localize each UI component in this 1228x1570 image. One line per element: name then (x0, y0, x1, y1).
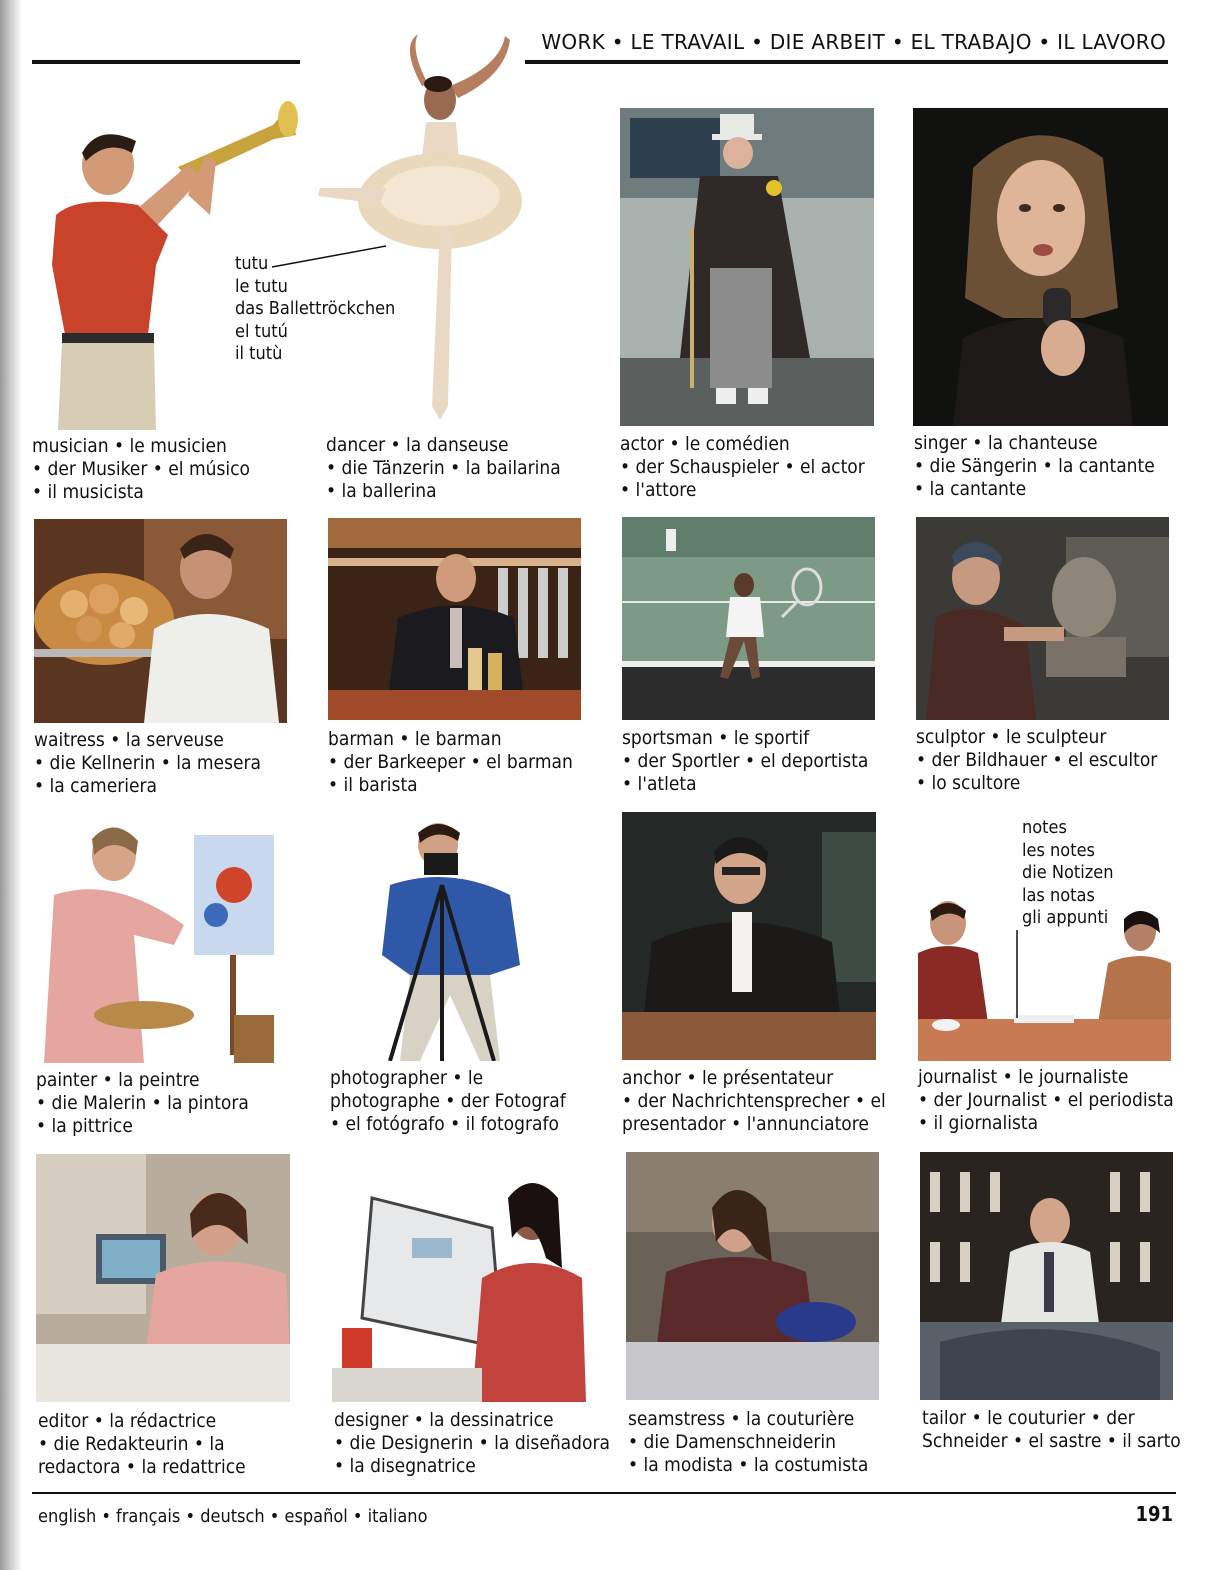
page-edge-shadow (0, 0, 22, 1570)
caption-line: • la cameriera (34, 775, 157, 797)
tutu-leader-line (270, 240, 390, 280)
caption-line: • la cantante (914, 478, 1027, 500)
waitress-photo (34, 519, 287, 723)
footer-rule (32, 1492, 1176, 1494)
caption-line: • die Tänzerin • la bailarina (326, 457, 561, 479)
sculptor-photo (916, 517, 1169, 720)
caption-line: photographe • der Fotograf (330, 1090, 566, 1112)
callout-line: el tutú (235, 320, 288, 342)
caption-line: barman • le barman (328, 728, 502, 750)
caption-line: • der Schauspieler • el actor (620, 456, 865, 478)
notes-callout (1022, 817, 1114, 930)
callout-line: gli appunti (1022, 907, 1109, 928)
actor-photo (620, 108, 874, 426)
seamstress-photo (626, 1152, 879, 1400)
header-rule (32, 60, 1168, 64)
caption-line: • die Kellnerin • la mesera (34, 752, 261, 774)
caption-line: • der Musiker • el músico (32, 458, 250, 480)
caption-line: designer • la dessinatrice (334, 1409, 554, 1431)
sportsman-photo (622, 517, 875, 720)
caption-line: • die Malerin • la pintora (36, 1092, 249, 1114)
caption-journalist (918, 1066, 1174, 1135)
caption-line: • il musicista (32, 481, 144, 503)
caption-line: • il barista (328, 774, 418, 796)
caption-line: • el fotógrafo • il fotografo (330, 1113, 559, 1135)
caption-line: • der Nachrichtensprecher • el (622, 1090, 886, 1112)
caption-line: actor • le comédien (620, 433, 790, 455)
anchor-photo (622, 812, 876, 1060)
caption-line: • der Bildhauer • el escultor (916, 749, 1158, 771)
caption-line: seamstress • la couturière (628, 1408, 855, 1430)
callout-line: le tutu (235, 275, 288, 297)
callout-line: tutu (235, 253, 269, 274)
caption-line: • der Barkeeper • el barman (328, 751, 573, 773)
caption-line: editor • la rédactrice (38, 1410, 217, 1432)
caption-sculptor (916, 726, 1157, 795)
caption-line: • die Designerin • la diseñadora (334, 1432, 610, 1454)
caption-line: • la pittrice (36, 1115, 133, 1137)
caption-line: • l'atleta (622, 773, 697, 795)
callout-line: die Notizen (1022, 862, 1114, 883)
caption-line: • il giornalista (918, 1112, 1039, 1134)
caption-line: journalist • le journaliste (918, 1066, 1129, 1088)
painter-photo (34, 815, 284, 1063)
caption-line: • la disegnatrice (334, 1455, 476, 1477)
designer-photo (332, 1168, 586, 1402)
caption-line: presentador • l'annunciatore (622, 1113, 869, 1135)
caption-barman (328, 728, 573, 797)
editor-photo (36, 1154, 290, 1402)
caption-line: redactora • la redattrice (38, 1456, 246, 1478)
callout-line: las notas (1022, 884, 1095, 906)
caption-anchor (622, 1067, 886, 1136)
caption-dancer (326, 434, 561, 503)
singer-photo (913, 108, 1168, 426)
caption-tailor (922, 1407, 1181, 1453)
caption-painter (36, 1069, 249, 1138)
caption-musician (32, 435, 250, 504)
caption-designer (334, 1409, 610, 1478)
caption-sportsman (622, 727, 868, 796)
caption-line: • la modista • la costumista (628, 1454, 869, 1476)
caption-line: • der Sportler • el deportista (622, 750, 869, 772)
caption-line: waitress • la serveuse (34, 729, 224, 751)
callout-line: das Ballettröckchen (235, 298, 396, 319)
caption-line: musician • le musicien (32, 435, 227, 457)
caption-line: photographer • le (330, 1067, 484, 1089)
caption-line: sculptor • le sculpteur (916, 726, 1107, 748)
caption-line: painter • la peintre (36, 1069, 200, 1091)
footer-languages: english • français • deutsch • español • italiano (38, 1506, 428, 1527)
caption-line: • l'attore (620, 479, 697, 501)
callout-line: notes (1022, 817, 1067, 838)
caption-line: tailor • le couturier • der (922, 1407, 1135, 1429)
caption-singer (914, 432, 1155, 501)
callout-line: les notes (1022, 839, 1095, 861)
caption-seamstress (628, 1408, 868, 1477)
caption-line: • die Sängerin • la cantante (914, 455, 1155, 477)
caption-line: • der Journalist • el periodista (918, 1089, 1174, 1111)
caption-line: • die Redakteurin • la (38, 1433, 225, 1455)
caption-line: • die Damenschneiderin (628, 1431, 836, 1453)
callout-line: il tutù (235, 343, 283, 364)
caption-line: • la ballerina (326, 480, 437, 502)
notes-leader-line (1012, 930, 1022, 1020)
caption-line: singer • la chanteuse (914, 432, 1098, 454)
barman-photo (328, 518, 581, 720)
caption-editor (38, 1410, 246, 1479)
page-number: 191 (1135, 1502, 1173, 1526)
caption-line: • lo scultore (916, 772, 1021, 794)
caption-actor (620, 433, 865, 502)
caption-line: anchor • le présentateur (622, 1067, 834, 1089)
page-header-title: WORK • LE TRAVAIL • DIE ARBEIT • EL TRABAJO • IL LAVORO (541, 30, 1166, 54)
caption-line: sportsman • le sportif (622, 727, 810, 749)
tailor-photo (920, 1152, 1173, 1400)
caption-line: dancer • la danseuse (326, 434, 509, 456)
dancer-photo (300, 26, 525, 426)
caption-waitress (34, 729, 261, 798)
photographer-photo (370, 815, 530, 1061)
caption-line: Schneider • el sastre • il sarto (922, 1430, 1181, 1452)
caption-photographer (330, 1067, 566, 1136)
